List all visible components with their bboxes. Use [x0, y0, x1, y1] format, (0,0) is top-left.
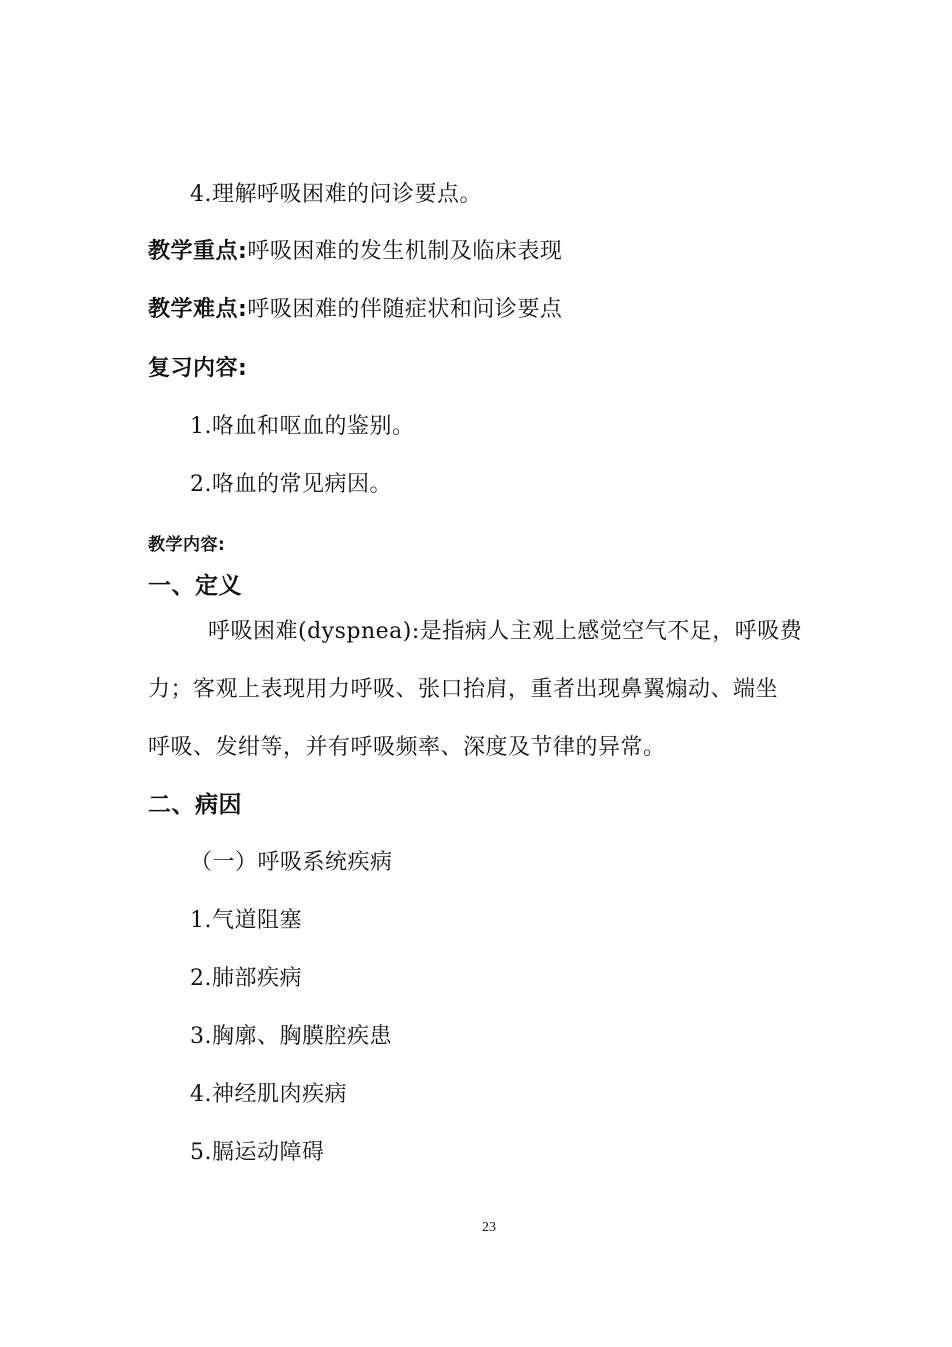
content-heading: 教学内容:	[148, 535, 226, 555]
page-number: 23	[482, 1220, 496, 1235]
etiology-item: 4.神经肌肉疾病	[190, 1082, 347, 1107]
etiology-title: 二、病因	[148, 792, 242, 818]
review-item: 1.咯血和呕血的鉴别。	[190, 414, 415, 439]
review-item: 2.咯血的常见病因。	[190, 472, 392, 497]
key-points	[0, 237, 952, 267]
etiology-item: 3.胸廓、胸膜腔疾患	[190, 1024, 392, 1049]
definition-line-1: 呼吸困难(dyspnea):是指病人主观上感觉空气不足，呼吸费	[208, 619, 803, 644]
etiology-item: 1.气道阻塞	[190, 908, 302, 933]
objective-item-4: 4.理解呼吸困难的问诊要点。	[190, 182, 482, 207]
etiology-item: 2.肺部疾病	[190, 966, 302, 991]
etiology-subtitle: （一）呼吸系统疾病	[190, 850, 393, 875]
key-points-text: 呼吸困难的发生机制及临床表现	[247, 239, 563, 264]
definition-line-3: 呼吸、发绀等，并有呼吸频率、深度及节律的异常。	[148, 735, 666, 760]
difficult-points-text: 呼吸困难的伴随症状和问诊要点	[247, 297, 563, 322]
etiology-item: 5.膈运动障碍	[190, 1140, 325, 1165]
key-points-label: 教学重点:	[148, 239, 248, 264]
difficult-points	[0, 295, 952, 325]
definition-title: 一、定义	[148, 573, 242, 599]
review-heading: 复习内容:	[148, 356, 248, 381]
definition-line-2: 力；客观上表现用力呼吸、张口抬肩，重者出现鼻翼煽动、端坐	[148, 677, 779, 702]
difficult-points-label: 教学难点:	[148, 297, 248, 322]
